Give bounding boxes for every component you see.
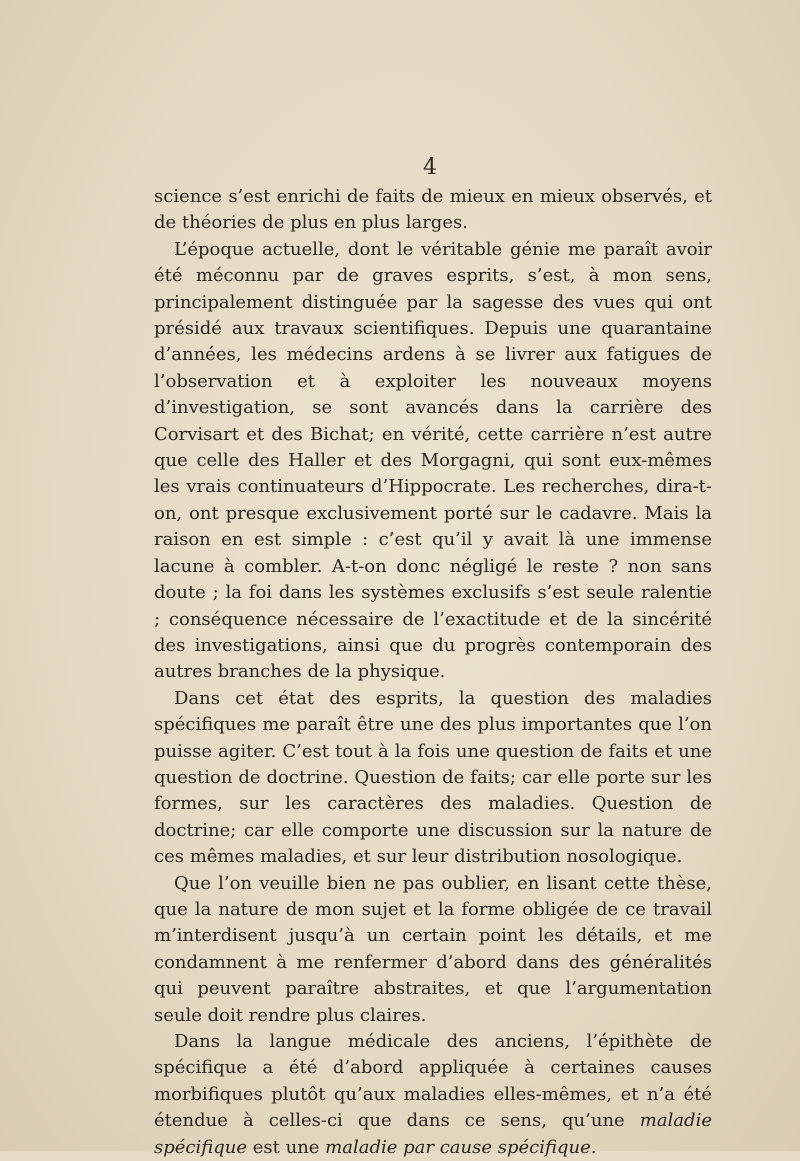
text-segment: L’époque actuelle, dont le véritable génie me paraît avoir été méconnu par de graves esprits, s’est, à mon sens, principalement distinguée par la sagesse des vues qui ont présidé aux travaux scientifiques. Depuis une quarantaine d’années, les médecins ardens à se livrer aux fatigues de l’observation et à exploiter les nouveaux moyens d’investigation, se sont avancés dans la carrière des Corvisart et des Bichat; en vérité, cette carrière n’est autre que celle des Haller et des Morgagni, qui sont eux-mêmes les vrais continuateurs d’Hippocrate. Les recherches, dira-t-on, ont presque exclusivement porté sur le cadavre. Mais la raison en est simple : c’est qu’il y avait là une immense lacune à combler. A-t-on donc négligé le reste ? non sans doute ; la foi dans les systèmes exclusifs s’est seule ralentie ; conséquence nécessaire de l’exactitude et de la sincérité des investigations, ainsi que du progrès contemporain des autres branches de la physique. (154, 238, 712, 683)
text-segment: Que l’on veuille bien ne pas oublier, en lisant cette thèse, que la nature de mon sujet et la forme obligée de ce travail m’interdisent jusqu’à un certain point les détails, et me condamnent à me renfermer d’abord dans des généralités qui peuvent paraître abstraites, et que l’argumentation seule doit rendre plus claires. (154, 872, 712, 1026)
body-text (154, 184, 712, 1161)
paragraph (154, 1029, 712, 1161)
paragraph (154, 871, 712, 1029)
paragraph (154, 237, 712, 686)
text-segment: est une (247, 1136, 326, 1158)
paragraph (154, 184, 712, 237)
paragraph (154, 686, 712, 871)
italic-term: maladie spécifique (154, 1110, 712, 1158)
text-segment: science s’est enrichi de faits de mieux en mieux observés, et de théories de plus en plus larges. (154, 186, 712, 234)
italic-term: maladie par cause spécifique. (325, 1136, 597, 1158)
page-number: 4 (423, 155, 437, 180)
text-segment: Dans cet état des esprits, la question des maladies spécifiques me paraît être une des plus importantes que l’on puisse agiter. C’est tout à la fois une question de faits et une question de doctrine. Question de faits; car elle porte sur les formes, sur les caractères des maladies. Question de doctrine; car elle comporte une discussion sur la nature de ces mêmes maladies, et sur leur distribution nosologique. (154, 687, 712, 868)
text-segment: Dans la langue médicale des anciens, l’épithète de spécifique a été d’abord appliquée à certaines causes morbifiques plutôt qu’aux maladies elles-mêmes, et n’a été étendue à celles-ci que dans ce sens, qu’une (154, 1031, 712, 1132)
